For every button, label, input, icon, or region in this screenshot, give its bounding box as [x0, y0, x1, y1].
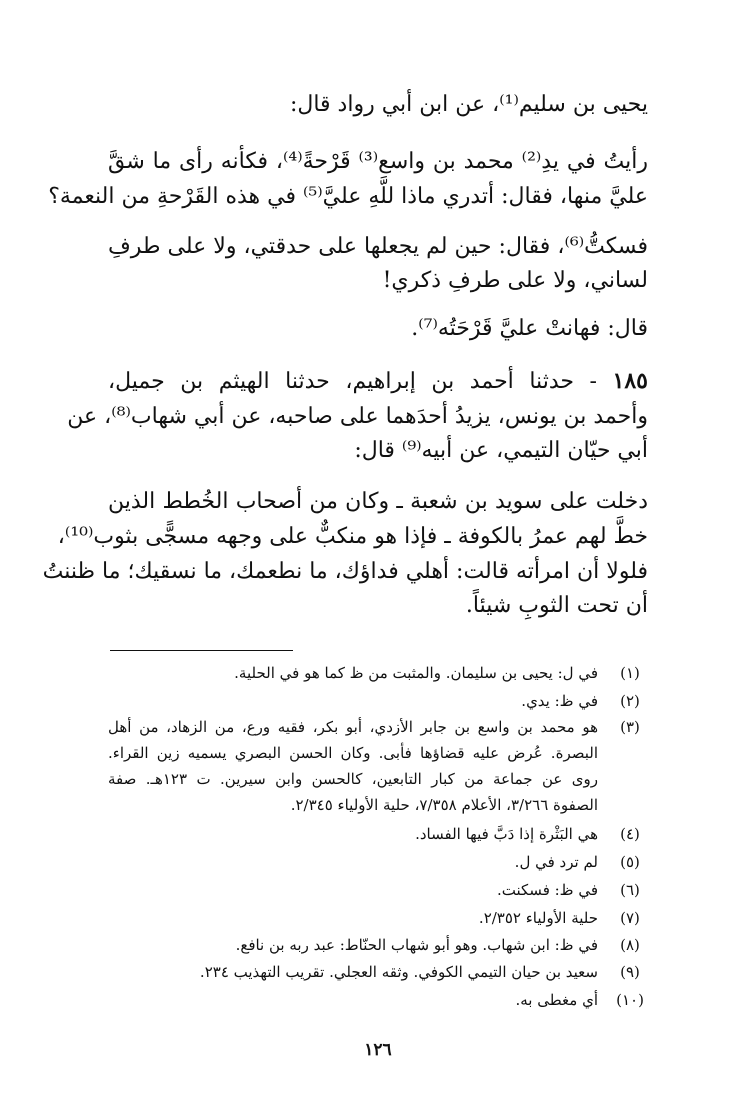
paragraph-2-line-2: لساني، ولا على طرفِ ذكري!	[382, 268, 648, 293]
footnote-number: (١)	[620, 664, 640, 682]
paragraph-1-line-1: رأيتُ في يدِ⁽²⁾ محمد بن واسع⁽³⁾ قَرْحةً⁽⁴⁾، فكأنه رأى ما شقَّ	[108, 149, 648, 174]
intro-line: يحيى بن سليم⁽¹⁾، عن ابن أبي رواد قال:	[289, 92, 648, 117]
paragraph-3: قال: فهانتْ عليَّ قَرْحَتُه⁽⁷⁾.	[411, 316, 648, 341]
footnote-number: (٣)	[620, 718, 640, 736]
paragraph-5-line-4: أن تحت الثوبِ شيئاً.	[465, 593, 648, 618]
footnote-divider	[110, 650, 293, 651]
footnote-text: في ظ: يدي.	[521, 692, 598, 710]
footnote-3-line-4	[108, 791, 648, 819]
footnote-number: (٢)	[620, 692, 640, 710]
footnote-text: سعيد بن حيان التيمي الكوفي. وثقه العجلي. تقريب التهذيب ٢٣٤.	[199, 963, 598, 981]
footnote-8	[108, 931, 648, 959]
paragraph-5-line-2: خطَّ لهم عمرُ بالكوفة ـ فإذا هو منكبٌّ على وجهه مسجًّى بثوب⁽¹⁰⁾،	[57, 524, 648, 549]
footnote-number: (٤)	[620, 825, 640, 843]
paragraph-4-line-3: أبي حيّان التيمي، عن أبيه⁽⁹⁾ قال:	[354, 438, 648, 463]
footnote-text: هو محمد بن واسع بن جابر الأزدي، أبو بكر، فقيه ورع، من الزهاد، من أهل	[108, 718, 598, 736]
footnote-3	[108, 713, 648, 741]
footnote-text: في ل: يحيى بن سليمان. والمثبت من ظ كما هو في الحلية.	[234, 664, 598, 682]
paragraph-1-line-2: عليَّ منها، فقال: أتدري ماذا للَّهِ عليَّ⁽⁵⁾ في هذه القَرْحةِ من النعمة؟	[48, 184, 648, 209]
page-number: ١٢٦	[364, 1040, 392, 1060]
footnote-text: الصفوة ٣/٢٦٦، الأعلام ٧/٣٥٨، حلية الأولياء ٢/٣٤٥.	[290, 796, 598, 814]
footnote-7	[108, 904, 648, 932]
footnote-text: في ظ: فسكنت.	[497, 881, 598, 899]
footnote-text: البصرة. عُرض عليه قضاؤها فأبى. وكان الحسن البصري يسميه زين القراء.	[108, 744, 598, 762]
paragraph-2-line-1: فسكتُّ⁽⁶⁾، فقال: حين لم يجعلها على حدقتي، ولا على طرفِ	[108, 234, 648, 259]
footnote-2	[108, 687, 648, 715]
footnote-3-line-3	[108, 765, 648, 793]
paragraph-5-line-3: فلولا أن امرأته قالت: أهلي فداؤك، ما نطعمك، ما نسقيك؛ ما ظننتُ	[42, 559, 648, 584]
footnote-text: روى عن جماعة من كبار التابعين، كالحسن وابن سيرين. ت ١٢٣هـ. صفة	[108, 770, 598, 788]
footnote-text: هي البَثْرة إذا دَبَّ فيها الفساد.	[415, 825, 598, 843]
footnote-number: (٦)	[620, 881, 640, 899]
footnote-1	[108, 659, 648, 687]
paragraph-4-line-1	[108, 366, 648, 397]
footnote-text: حلية الأولياء ٢/٣٥٢.	[478, 909, 598, 927]
footnote-number: (٧)	[620, 909, 640, 927]
footnote-6	[108, 876, 648, 904]
footnote-number: (٨)	[620, 936, 640, 954]
footnote-5	[108, 848, 648, 876]
footnote-number: (٩)	[620, 963, 640, 981]
footnote-3-line-2	[108, 739, 648, 767]
footnote-4	[108, 820, 648, 848]
footnote-9	[108, 958, 648, 986]
footnote-text: في ظ: ابن شهاب. وهو أبو شهاب الحنّاط: عبد ربه بن نافع.	[235, 936, 598, 954]
paragraph-4-line-2: وأحمد بن يونس، يزيدُ أحدَهما على صاحبه، عن أبي شهاب⁽⁸⁾، عن	[67, 404, 648, 429]
footnote-10	[108, 986, 648, 1014]
paragraph-4-line-1-text: - حدثنا أحمد بن إبراهيم، حدثنا الهيثم بن جميل،	[108, 369, 597, 394]
footnote-number: (٥)	[620, 853, 640, 871]
hadith-number: ١٨٥	[612, 368, 648, 394]
footnote-text: أي مغطى به.	[515, 991, 598, 1009]
footnote-text: لم ترد في ل.	[514, 853, 598, 871]
paragraph-5-line-1: دخلت على سويد بن شعبة ـ وكان من أصحاب الخُطط الذين	[108, 489, 648, 514]
footnote-number: (١٠)	[616, 991, 644, 1009]
